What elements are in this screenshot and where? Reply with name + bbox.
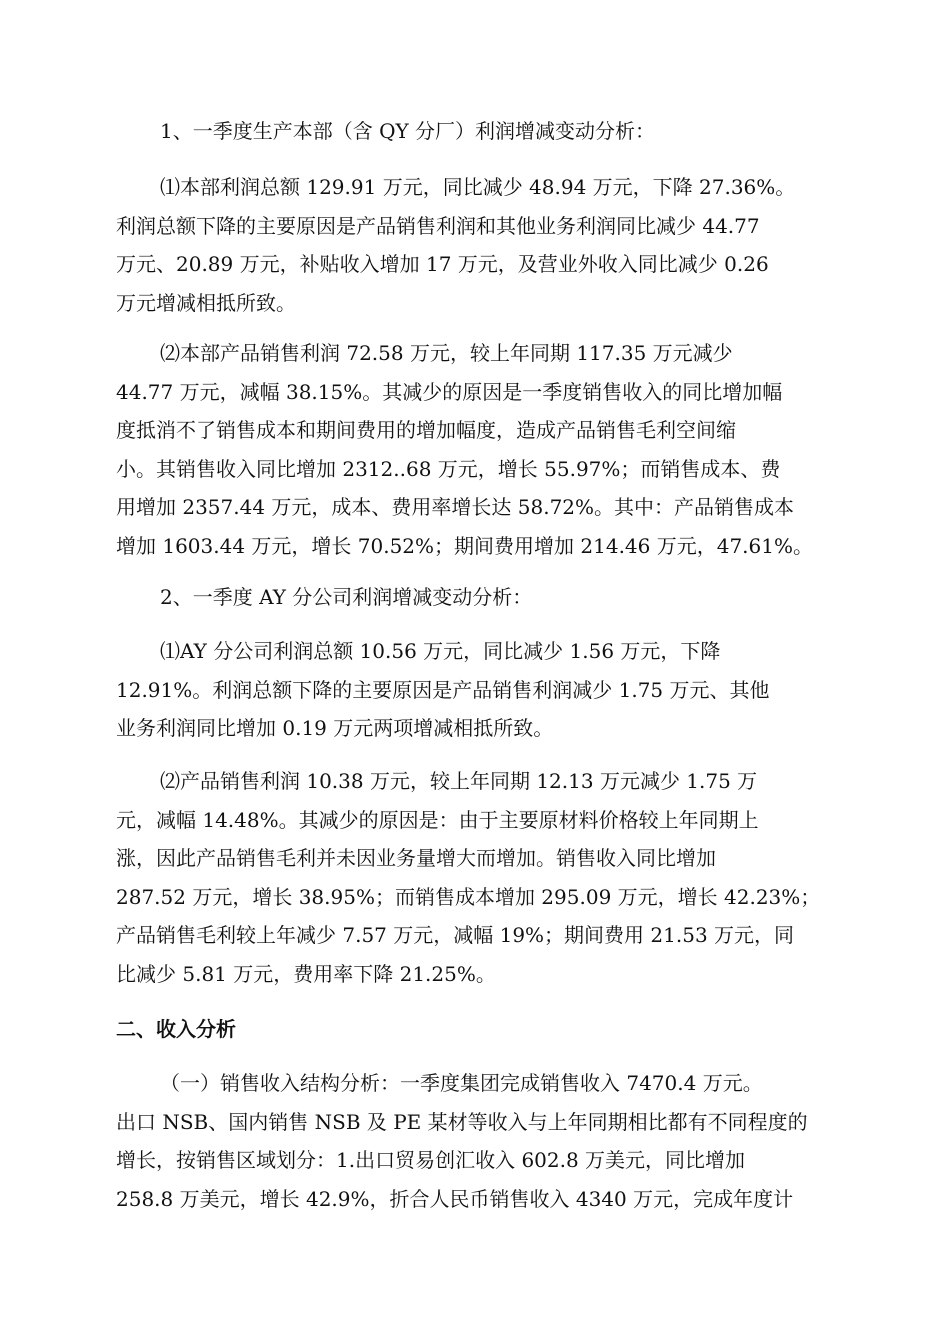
paragraph-line: 增加 1603.44 万元，增长 70.52%；期间费用增加 214.46 万元，47.61%。 <box>116 533 813 558</box>
paragraph-line: 12.91%。利润总额下降的主要原因是产品销售利润减少 1.75 万元、其他 <box>116 677 770 702</box>
paragraph-line: 涨，因此产品销售毛利并未因业务量增大而增加。销售收入同比增加 <box>116 846 716 870</box>
section-1-title <box>116 112 832 151</box>
paragraph-line: 小。其销售收入同比增加 2312..68 万元，增长 55.97%；而销售成本、费 <box>116 456 781 481</box>
paragraph-line: 287.52 万元，增长 38.95%；而销售成本增加 295.09 万元，增长 42.23%； <box>116 884 821 909</box>
paragraph-line: 1、一季度生产本部（含 QY 分厂）利润增减变动分析： <box>160 119 656 143</box>
paragraph-3 <box>116 632 832 748</box>
paragraph-5 <box>116 1064 832 1218</box>
paragraph-line: 万元、20.89 万元，补贴收入增加 17 万元，及营业外收入同比减少 0.26 <box>116 252 769 276</box>
paragraph-line: 度抵消不了销售成本和期间费用的增加幅度，造成产品销售毛利空间缩 <box>116 418 736 442</box>
paragraph-line: ⑵产品销售利润 10.38 万元，较上年同期 12.13 万元减少 1.75 万 <box>160 769 758 793</box>
paragraph-1 <box>116 168 832 322</box>
paragraph-line: 44.77 万元，减幅 38.15%。其减少的原因是一季度销售收入的同比增加幅 <box>116 379 783 404</box>
paragraph-4 <box>116 762 832 993</box>
paragraph-line: （一）销售收入结构分析：一季度集团完成销售收入 7470.4 万元。 <box>160 1071 763 1095</box>
paragraph-line: ⑴本部利润总额 129.91 万元，同比减少 48.94 万元，下降 27.36%。 <box>160 175 796 199</box>
paragraph-line: 利润总额下降的主要原因是产品销售利润和其他业务利润同比减少 44.77 <box>116 213 760 238</box>
paragraph-line: ⑵本部产品销售利润 72.58 万元，较上年同期 117.35 万元减少 <box>160 341 733 365</box>
paragraph-line: 2、一季度 AY 分公司利润增减变动分析： <box>160 585 533 609</box>
section-2-title <box>116 578 832 617</box>
paragraph-line: 增长，按销售区域划分：1.出口贸易创汇收入 602.8 万美元，同比增加 <box>116 1148 746 1172</box>
paragraph-line: 元，减幅 14.48%。其减少的原因是：由于主要原材料价格较上年同期上 <box>116 807 759 832</box>
paragraph-line: 用增加 2357.44 万元，成本、费用率增长达 58.72%。其中：产品销售成本 <box>116 495 795 519</box>
paragraph-line: 业务利润同比增加 0.19 万元两项增减相抵所致。 <box>116 716 554 740</box>
paragraph-line: 出口 NSB、国内销售 NSB 及 PE 某材等收入与上年同期相比都有不同程度的 <box>116 1109 808 1134</box>
paragraph-line: 产品销售毛利较上年减少 7.57 万元，减幅 19%；期间费用 21.53 万元，同 <box>116 923 795 947</box>
paragraph-line: 万元增减相抵所致。 <box>116 290 296 315</box>
paragraph-line: 258.8 万美元，增长 42.9%，折合人民币销售收入 4340 万元，完成年度计 <box>116 1186 794 1211</box>
paragraph-line: ⑴AY 分公司利润总额 10.56 万元，同比减少 1.56 万元，下降 <box>160 639 721 663</box>
paragraph-line: 比减少 5.81 万元，费用率下降 21.25%。 <box>116 961 496 986</box>
section-heading-income-analysis: 二、收入分析 <box>116 1017 236 1041</box>
paragraph-2 <box>116 334 832 565</box>
